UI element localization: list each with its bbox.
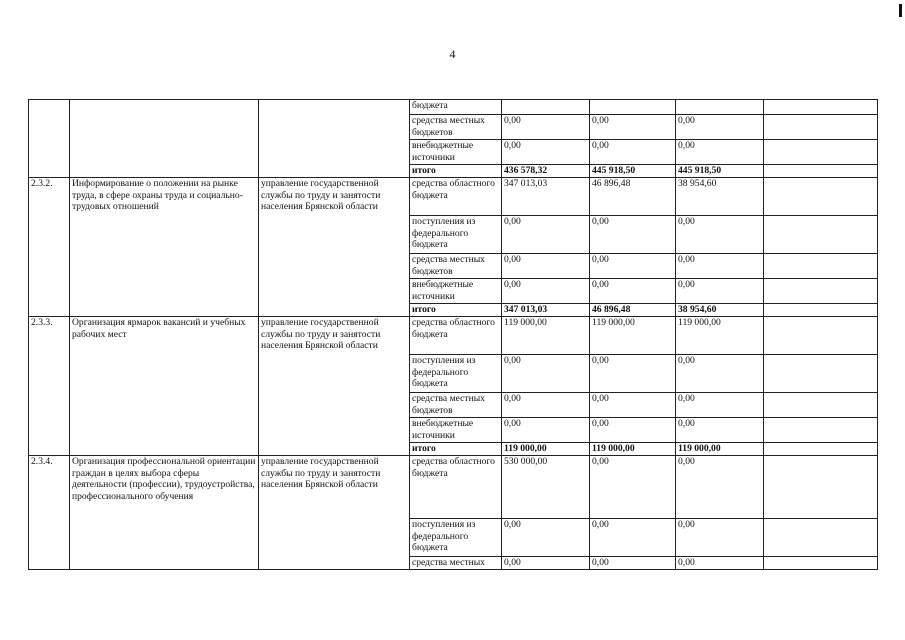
funding-source: бюджета [410, 100, 502, 115]
measure-code: 2.3.3. [29, 317, 70, 456]
funding-source: итого [410, 165, 502, 178]
budget-table [28, 99, 878, 570]
note-cell [764, 178, 878, 216]
year-2-amount: 46 896,48 [590, 178, 676, 216]
year-1-amount: 0,00 [502, 557, 590, 570]
scan-edge-mark [899, 4, 902, 17]
year-3-amount: 0,00 [676, 418, 764, 443]
funding-source: средства местных [410, 557, 502, 570]
year-3-amount: 0,00 [676, 115, 764, 140]
year-1-amount [502, 100, 590, 115]
table-row [29, 456, 878, 519]
year-3-amount: 445 918,50 [676, 165, 764, 178]
year-2-amount: 0,00 [590, 456, 676, 519]
year-1-amount: 0,00 [502, 418, 590, 443]
funding-source: внебюджетные источники [410, 418, 502, 443]
year-2-amount: 0,00 [590, 393, 676, 418]
year-2-amount: 0,00 [590, 254, 676, 279]
year-1-amount: 0,00 [502, 519, 590, 557]
year-2-amount: 0,00 [590, 418, 676, 443]
table-row [29, 317, 878, 355]
measure-name: Информирование о положении на рынке труда, в сфере охраны труда и социально-трудовых отношений [70, 178, 259, 317]
note-cell [764, 443, 878, 456]
note-cell [764, 355, 878, 393]
year-3-amount: 0,00 [676, 557, 764, 570]
year-1-amount: 347 013,03 [502, 304, 590, 317]
year-1-amount: 0,00 [502, 355, 590, 393]
funding-source: поступления из федерального бюджета [410, 355, 502, 393]
funding-source: поступления из федерального бюджета [410, 519, 502, 557]
year-1-amount: 119 000,00 [502, 317, 590, 355]
note-cell [764, 254, 878, 279]
year-2-amount: 0,00 [590, 115, 676, 140]
year-1-amount: 0,00 [502, 216, 590, 254]
funding-source: итого [410, 443, 502, 456]
year-3-amount: 0,00 [676, 140, 764, 165]
funding-source: средства областного бюджета [410, 178, 502, 216]
measure-name: Организация профессиональной ориентации граждан в целях выбора сферы деятельности (профессии), трудоустройства, профессионального обучения [70, 456, 259, 570]
note-cell [764, 115, 878, 140]
note-cell [764, 140, 878, 165]
funding-source: итого [410, 304, 502, 317]
year-1-amount: 0,00 [502, 393, 590, 418]
page-number: 4 [449, 47, 456, 61]
funding-source: средства местных бюджетов [410, 115, 502, 140]
funding-source: средства местных бюджетов [410, 254, 502, 279]
year-3-amount: 38 954,60 [676, 304, 764, 317]
table-row [29, 100, 878, 115]
year-2-amount: 119 000,00 [590, 317, 676, 355]
note-cell [764, 165, 878, 178]
year-2-amount: 0,00 [590, 355, 676, 393]
measure-code: 2.3.2. [29, 178, 70, 317]
funding-source: поступления из федерального бюджета [410, 216, 502, 254]
year-3-amount: 0,00 [676, 519, 764, 557]
note-cell [764, 216, 878, 254]
year-2-amount: 0,00 [590, 557, 676, 570]
year-1-amount: 0,00 [502, 254, 590, 279]
year-1-amount: 0,00 [502, 140, 590, 165]
note-cell [764, 456, 878, 519]
year-3-amount [676, 100, 764, 115]
year-3-amount: 0,00 [676, 393, 764, 418]
note-cell [764, 304, 878, 317]
year-2-amount: 445 918,50 [590, 165, 676, 178]
year-1-amount: 119 000,00 [502, 443, 590, 456]
year-1-amount: 0,00 [502, 115, 590, 140]
measure-name [70, 100, 259, 178]
funding-source: средства областного бюджета [410, 317, 502, 355]
funding-source: внебюджетные источники [410, 140, 502, 165]
funding-source: внебюджетные источники [410, 279, 502, 304]
table-row [29, 178, 878, 216]
measure-name: Организация ярмарок вакансий и учебных рабочих мест [70, 317, 259, 456]
measure-code: 2.3.4. [29, 456, 70, 570]
year-2-amount: 46 896,48 [590, 304, 676, 317]
measure-executor: управление государственной службы по труду и занятости населения Брянской области [259, 456, 410, 570]
year-3-amount: 119 000,00 [676, 317, 764, 355]
note-cell [764, 317, 878, 355]
year-3-amount: 0,00 [676, 456, 764, 519]
note-cell [764, 279, 878, 304]
year-3-amount: 0,00 [676, 254, 764, 279]
year-3-amount: 0,00 [676, 279, 764, 304]
note-cell [764, 519, 878, 557]
year-3-amount: 38 954,60 [676, 178, 764, 216]
year-3-amount: 0,00 [676, 216, 764, 254]
note-cell [764, 100, 878, 115]
funding-source: средства местных бюджетов [410, 393, 502, 418]
note-cell [764, 393, 878, 418]
year-1-amount: 530 000,00 [502, 456, 590, 519]
year-3-amount: 119 000,00 [676, 443, 764, 456]
note-cell [764, 418, 878, 443]
year-2-amount: 0,00 [590, 140, 676, 165]
year-1-amount: 347 013,03 [502, 178, 590, 216]
measure-executor: управление государственной службы по труду и занятости населения Брянской области [259, 317, 410, 456]
year-2-amount [590, 100, 676, 115]
year-2-amount: 0,00 [590, 216, 676, 254]
year-2-amount: 0,00 [590, 519, 676, 557]
note-cell [764, 557, 878, 570]
year-1-amount: 0,00 [502, 279, 590, 304]
year-1-amount: 436 578,32 [502, 165, 590, 178]
measure-executor: управление государственной службы по труду и занятости населения Брянской области [259, 178, 410, 317]
year-3-amount: 0,00 [676, 355, 764, 393]
measure-executor [259, 100, 410, 178]
year-2-amount: 0,00 [590, 279, 676, 304]
measure-code [29, 100, 70, 178]
year-2-amount: 119 000,00 [590, 443, 676, 456]
funding-source: средства областного бюджета [410, 456, 502, 519]
